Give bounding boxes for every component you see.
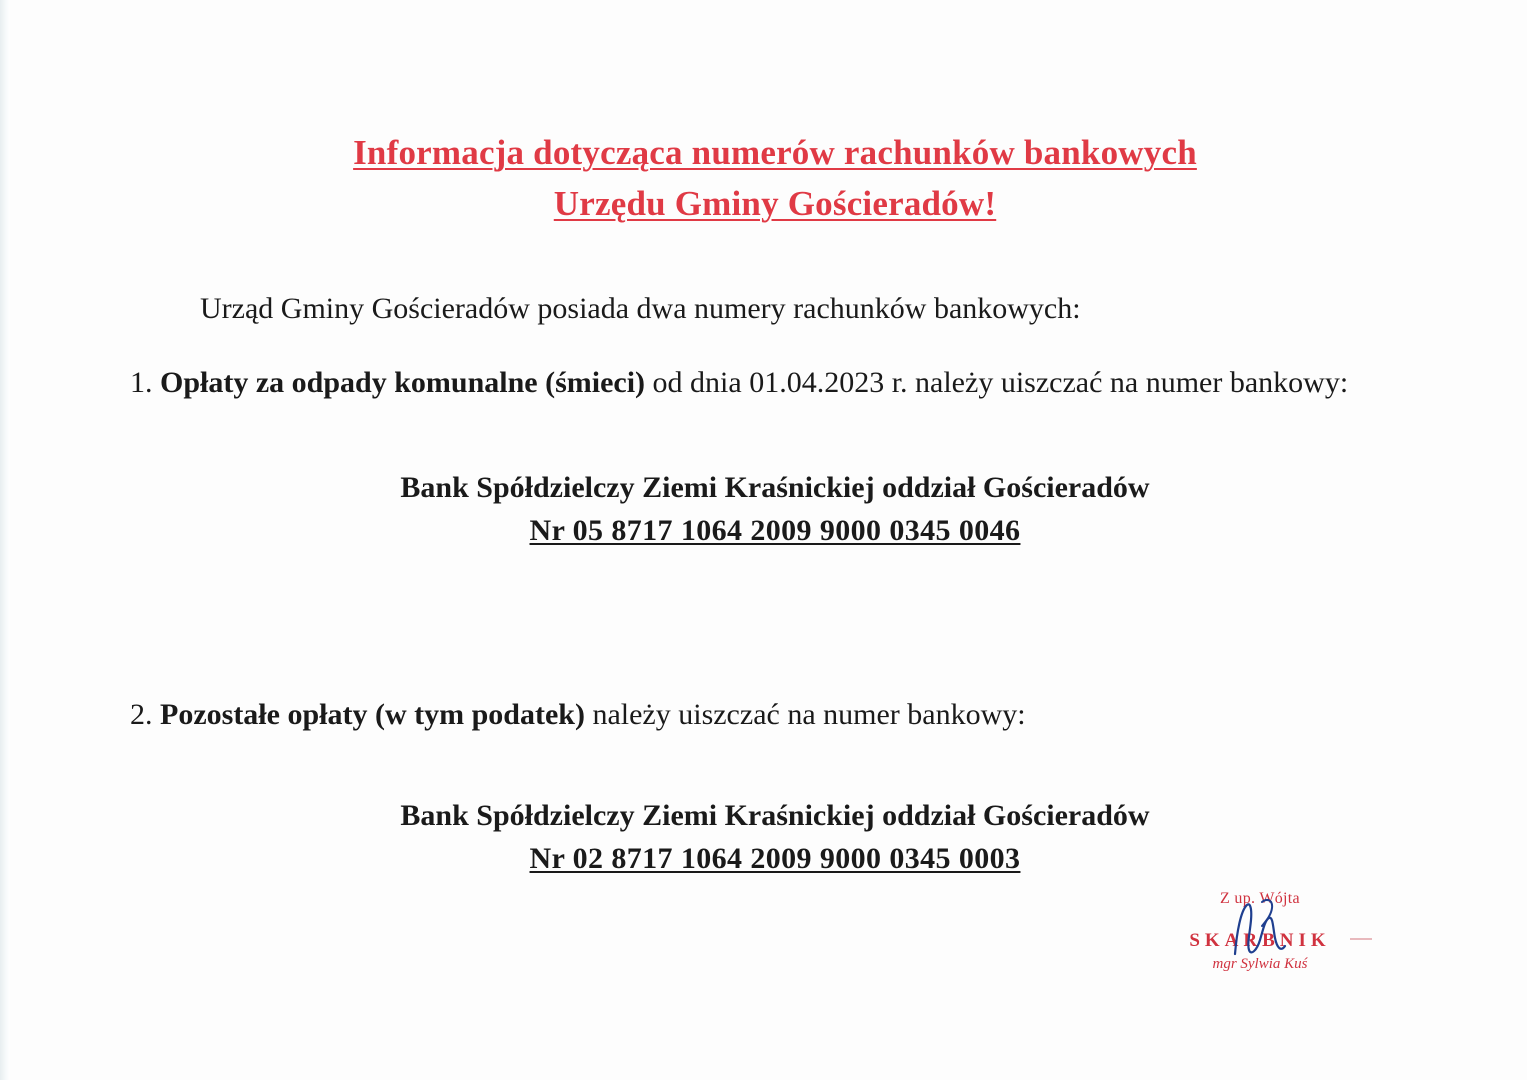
page-title-line-1: Informacja dotycząca numerów rachunków bankowych [353, 133, 1197, 172]
signature-name: mgr Sylwia Kuś [1212, 956, 1308, 972]
item-1-bold-text: Opłaty za odpady komunalne (śmieci) [160, 366, 646, 400]
bank-name-1: Bank Spółdzielczy Ziemi Kraśnickiej oddział Gościeradów [400, 471, 1150, 505]
bank-name-2: Bank Spółdzielczy Ziemi Kraśnickiej oddział Gościeradów [400, 799, 1150, 833]
page-title-line-2: Urzędu Gminy Gościeradów! [553, 183, 997, 223]
item-2-rest-text: należy uiszczać na numer bankowy: [584, 698, 1026, 732]
item-1-rest-text: od dnia 01.04.2023 r. należy uiszczać na numer bankowy: [645, 366, 1349, 400]
intro-paragraph: Urząd Gminy Gościeradów posiada dwa numery rachunków bankowych: [200, 291, 1081, 325]
item-2-paragraph [130, 692, 1420, 737]
signature-on-behalf: Z up. Wójta [1220, 890, 1300, 907]
signature-role: SKARBNIK [1189, 930, 1331, 951]
item-1-paragraph [130, 360, 1420, 405]
account-number-1: Nr 05 8717 1064 2009 9000 0345 0046 [529, 513, 1021, 547]
item-2-number: 2. [130, 698, 153, 732]
signature-dash [1350, 938, 1372, 940]
bank-details-2 [130, 795, 1420, 880]
page-title [130, 128, 1420, 230]
document-content [130, 0, 1420, 880]
signature-stamp [1165, 890, 1355, 973]
item-1-number: 1. [130, 366, 153, 400]
account-number-2: Nr 02 8717 1064 2009 9000 0345 0003 [529, 841, 1021, 875]
bank-details-1 [130, 467, 1420, 552]
item-2-bold-text: Pozostałe opłaty (w tym podatek) [160, 698, 585, 732]
spacer [130, 552, 1420, 692]
